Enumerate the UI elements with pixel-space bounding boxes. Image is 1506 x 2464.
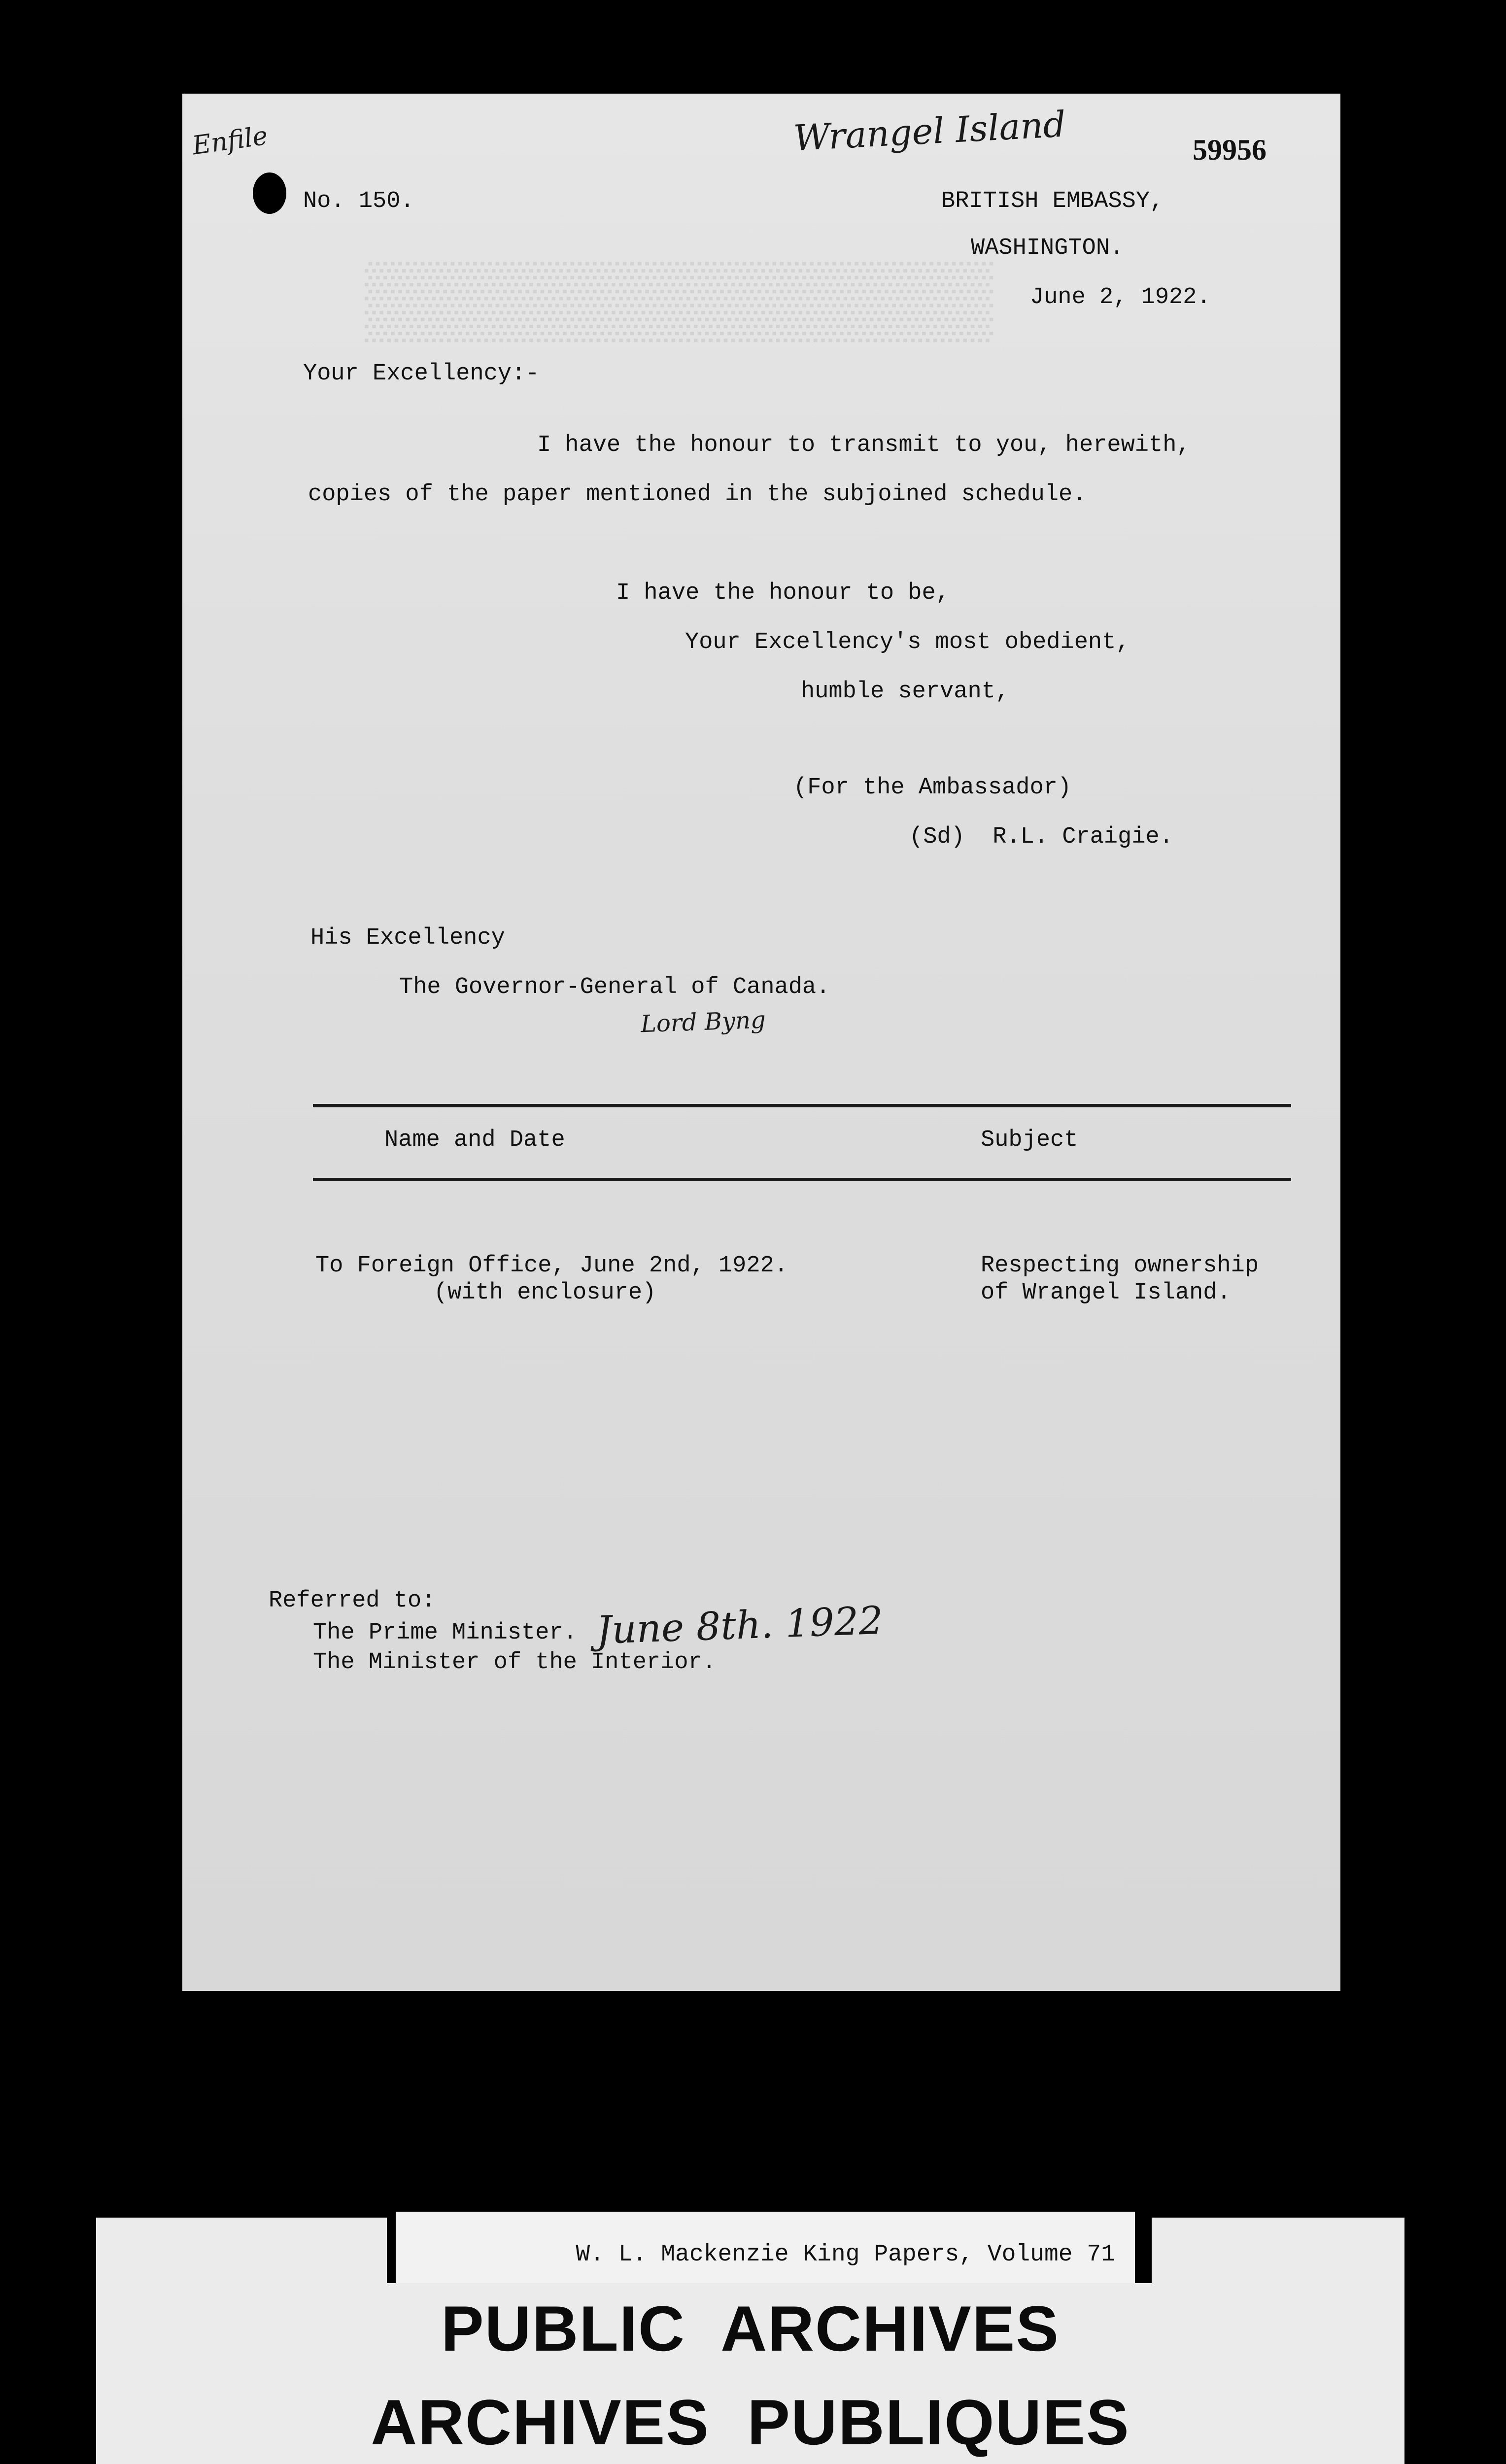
schedule-header-name-date: Name and Date [384, 1127, 565, 1153]
addressee-line-1: His Excellency [310, 925, 505, 951]
sender-line-embassy: BRITISH EMBASSY, [941, 188, 1164, 214]
faint-letterhead-bleedthrough: ▒▒▒▒▒▒▒▒▒▒▒▒ [365, 258, 993, 340]
schedule-row-name-line-1: To Foreign Office, June 2nd, 1922. [315, 1253, 788, 1279]
archive-stamp-card [96, 2218, 1404, 2464]
closing-line-2: Your Excellency's most obedient, [685, 629, 1130, 655]
body-line-1: I have the honour to transmit to you, herewith, [537, 432, 1191, 458]
letter-page [182, 94, 1340, 1991]
handwritten-referral-date: June 8th. 1922 [595, 1598, 884, 1653]
signature-name: (Sd) R.L. Craigie. [909, 824, 1173, 850]
handwritten-topic-note: Wrangel Island [792, 103, 1067, 159]
salutation: Your Excellency:- [303, 361, 540, 387]
schedule-row-name-line-2: (with enclosure) [434, 1280, 656, 1306]
document-number: 59956 [1193, 134, 1266, 166]
referral-label: Referred to: [269, 1588, 436, 1614]
schedule-row-subject-line-2: of Wrangel Island. [981, 1280, 1231, 1306]
closing-line-1: I have the honour to be, [616, 580, 950, 606]
handwritten-addressee-note: Lord Byng [640, 1006, 766, 1038]
closing-line-3: humble servant, [801, 679, 1010, 705]
referral-line-2: The Minister of the Interior. [313, 1649, 716, 1676]
letter-date: June 2, 1922. [1030, 284, 1211, 310]
archive-line-french: ARCHIVES PUBLIQUES [371, 2386, 1130, 2458]
collection-tab [387, 2212, 1152, 2283]
referral-line-1: The Prime Minister. [313, 1620, 577, 1646]
handwritten-corner-note: Enfile [190, 121, 270, 161]
collection-label: W. L. Mackenzie King Papers, Volume 71 [576, 2241, 1115, 2268]
schedule-row-subject-line-1: Respecting ownership [981, 1253, 1259, 1279]
archive-line-english: PUBLIC ARCHIVES [441, 2293, 1060, 2364]
schedule-top-rule [313, 1104, 1291, 1107]
addressee-line-2: The Governor-General of Canada. [399, 974, 830, 1000]
body-line-2: copies of the paper mentioned in the subjoined schedule. [308, 481, 1087, 508]
schedule-header-rule [313, 1178, 1291, 1181]
punch-hole [253, 172, 286, 214]
signature-on-behalf: (For the Ambassador) [793, 775, 1072, 801]
sender-line-city: WASHINGTON. [971, 235, 1124, 261]
schedule-header-subject: Subject [981, 1127, 1078, 1153]
reference-number: No. 150. [303, 188, 414, 214]
